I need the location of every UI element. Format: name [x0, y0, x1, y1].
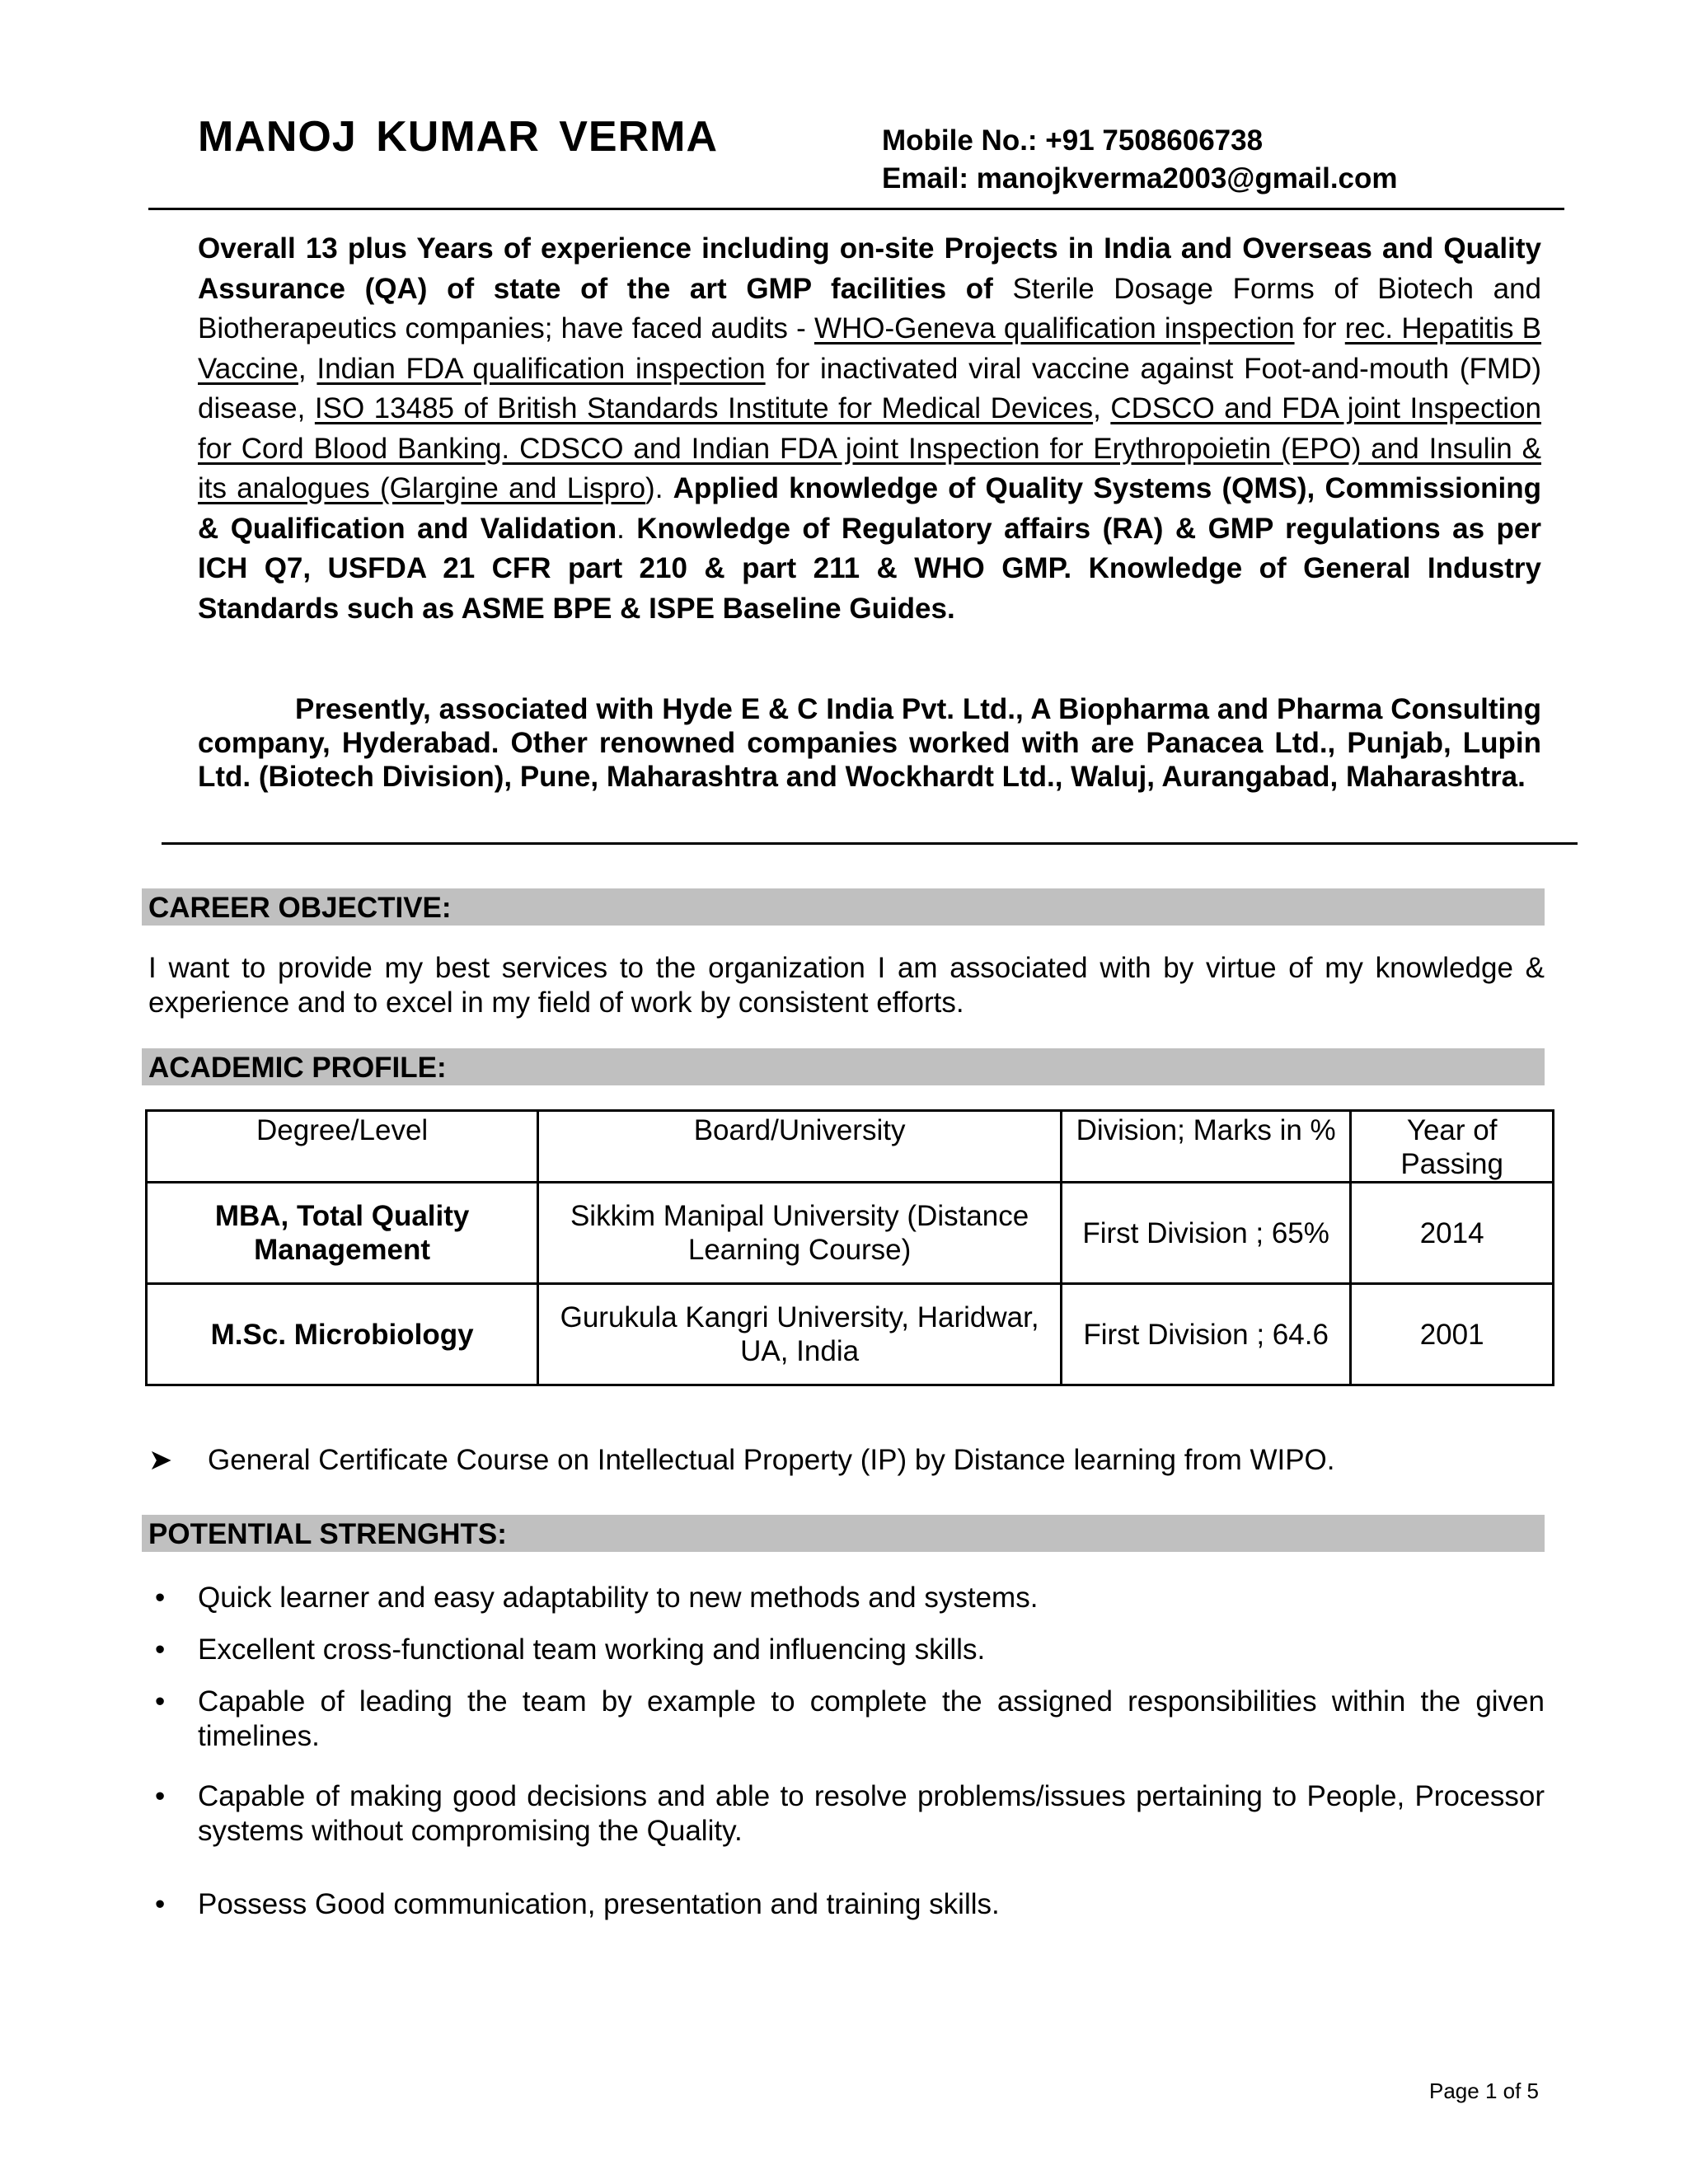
division-cell: First Division ; 64.6 [1061, 1284, 1350, 1385]
summary-text-run: rec. Hepatitis B [1344, 312, 1542, 344]
summary-text-run: Vaccine [198, 352, 298, 385]
bullet-icon: • [155, 1582, 166, 1614]
section-heading-academic-profile: ACADEMIC PROFILE: [142, 1048, 1545, 1085]
section-heading-career-objective: CAREER OBJECTIVE: [142, 888, 1545, 926]
year-cell: 2001 [1351, 1284, 1554, 1385]
column-header: Degree/Level [147, 1111, 538, 1183]
division-cell: First Division ; 65% [1061, 1183, 1350, 1284]
career-objective-text: I want to provide my best services to the organization I am associated with by virtue of my knowledge & experience and to excel in my field of work by consistent efforts. [148, 952, 1545, 1019]
year-cell: 2014 [1351, 1183, 1554, 1284]
university-cell: Sikkim Manipal University (Distance Learning Course) [538, 1183, 1062, 1284]
table-header-row [147, 1111, 1554, 1183]
summary-text-run: . [617, 512, 637, 545]
table-row [147, 1284, 1554, 1385]
summary-text-run: for inactivated viral vaccine against Foot-and-mouth (FMD) disease, [198, 352, 1541, 424]
bullet-icon: • [155, 1633, 166, 1666]
summary-text-run: WHO-Geneva qualification inspection [814, 312, 1295, 344]
summary-text-run: , [1093, 392, 1111, 424]
degree-cell: M.Sc. Microbiology [147, 1284, 538, 1385]
arrow-bullet-icon: ➤ [148, 1444, 173, 1476]
column-header: Board/University [538, 1111, 1062, 1183]
page-number: Page 1 of 5 [1429, 2079, 1539, 2103]
certificate-item [148, 1444, 1335, 1477]
summary-text-run: CDSCO and FDA joint Inspection for Cord Blood Banking. CDSCO and Indian FDA joint Inspection for Erythropoietin (EPO) and Insulin & its analogues (Glargine and Lispro [198, 392, 1541, 504]
degree-cell: MBA, Total Quality Management [147, 1183, 538, 1284]
email-address: Email: manojkverma2003@gmail.com [882, 162, 1398, 194]
header-divider [148, 208, 1564, 210]
table-row [147, 1183, 1554, 1284]
mobile-number: Mobile No.: +91 7508606738 [882, 124, 1264, 157]
university-cell: Gurukula Kangri University, Haridwar, UA, India [538, 1284, 1062, 1385]
column-header: Year of Passing [1351, 1111, 1554, 1183]
summary-divider [162, 842, 1578, 845]
summary-text-run: ). [645, 472, 673, 504]
summary-text-run: Applied knowledge of Quality Systems (QMS), Commissioning & Qualification and Validation [198, 472, 1542, 545]
contact-block [882, 122, 1398, 198]
bullet-icon: • [155, 1685, 166, 1718]
column-header: Division; Marks in % [1061, 1111, 1350, 1183]
experience-summary [198, 229, 1541, 629]
summary-text-run: Sterile Dosage Forms of Biotech and Biotherapeutics companies; have faced audits - [198, 272, 1541, 344]
bullet-icon: • [155, 1780, 166, 1812]
candidate-name: MANOJ KUMAR VERMA [198, 113, 718, 161]
bullet-icon: • [155, 1888, 166, 1920]
certificate-text: General Certificate Course on Intellectual Property (IP) by Distance learning from WIPO. [208, 1444, 1335, 1476]
summary-text-run: Overall 13 plus Years of experience including on-site Projects in India and Overseas and Quality Assurance (QA) of state of the art GMP facilities of [198, 232, 1541, 305]
summary-text-run: Indian FDA qualification inspection [316, 352, 766, 385]
summary-text-run: , [298, 352, 317, 385]
academic-table [145, 1109, 1554, 1386]
summary-text-run: for [1294, 312, 1345, 344]
summary-text-run: ISO 13485 of British Standards Institute for Medical Devices [314, 392, 1094, 424]
summary-text-run: Knowledge of Regulatory affairs (RA) & GMP regulations as per ICH Q7, USFDA 21 CFR part 210 & part 211 & WHO GMP. Knowledge of General Industry Standards such as ASME BPE & ISPE Baseline Guides. [198, 512, 1542, 625]
section-heading-potential-strengths: POTENTIAL STRENGHTS: [142, 1515, 1545, 1552]
current-employment: Presently, associated with Hyde E & C India Pvt. Ltd., A Biopharma and Pharma Consulting company, Hyderabad. Other renowned companies worked with are Panacea Ltd., Punjab, Lupin Ltd. (Biotech Division), Pune, Maharashtra and Wockhardt Ltd., Waluj, Aurangabad, Maharashtra. [198, 693, 1541, 793]
